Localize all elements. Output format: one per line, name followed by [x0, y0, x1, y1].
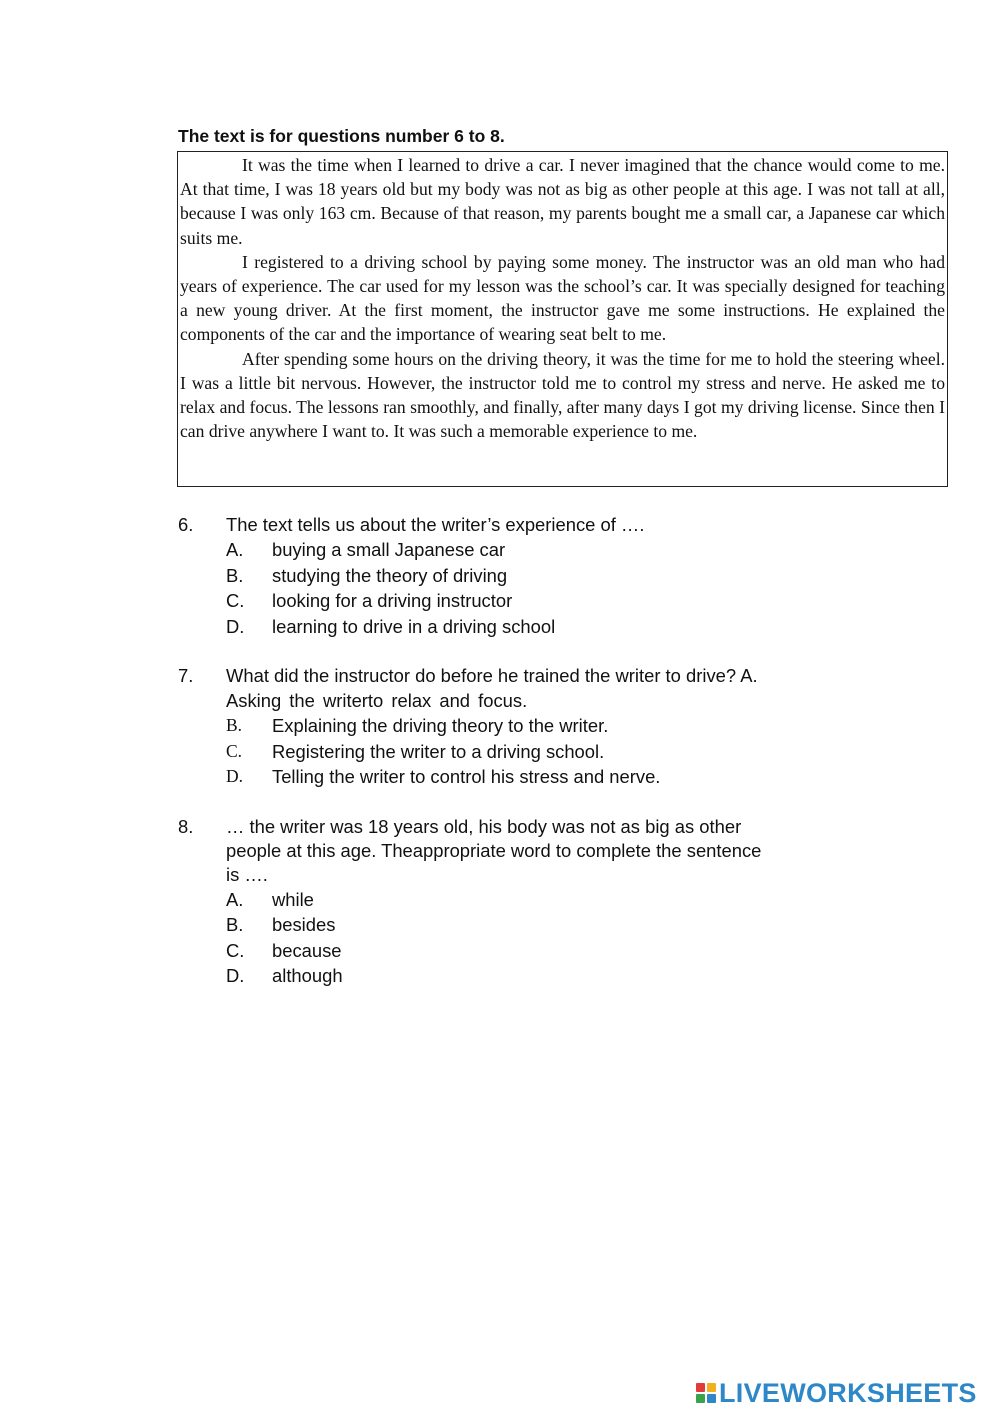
- question-text-line-1: … the writer was 18 years old, his body was not as big as other: [226, 816, 742, 837]
- logo-text: LIVEWORKSHEETS: [719, 1377, 977, 1408]
- logo-square-green: [696, 1394, 705, 1403]
- option-8c[interactable]: [226, 938, 826, 963]
- option-7d[interactable]: [226, 764, 826, 789]
- option-text: Registering the writer to a driving school.: [272, 740, 605, 762]
- option-text: looking for a driving instructor: [272, 590, 513, 611]
- option-letter: A.: [226, 888, 244, 910]
- option-text: buying a small Japanese car: [272, 539, 506, 560]
- option-letter: B.: [226, 564, 244, 586]
- option-text: Telling the writer to control his stress and nerve.: [272, 766, 661, 787]
- option-8a[interactable]: [226, 887, 826, 912]
- reading-passage: [177, 151, 948, 487]
- option-text: although: [272, 965, 343, 986]
- option-6a[interactable]: [226, 537, 826, 562]
- question-number: 8.: [178, 816, 194, 837]
- question-number: 7.: [178, 665, 194, 686]
- question-text-line-3: is ….: [226, 864, 268, 885]
- option-letter: B.: [226, 715, 243, 735]
- option-letter: C.: [226, 939, 245, 961]
- option-text: studying the theory of driving: [272, 564, 508, 586]
- passage-paragraph-1: It was the time when I learned to drive a car. I never imagined that the chance would come to me. At that time, I was 18 years old but my body was not as big as other people at this age. I was not tall at all, because I was only 163 cm. Because of that reason, my parents bought me a small car, a Japanese car which suits me.: [180, 155, 945, 248]
- option-letter: C.: [226, 740, 243, 761]
- question-text-line-1: What did the instructor do before he trained the writer to drive? A.: [226, 665, 758, 686]
- option-text: while: [272, 888, 314, 910]
- question-number: 6.: [178, 514, 194, 535]
- liveworksheets-logo[interactable]: [696, 1377, 977, 1409]
- logo-square-red: [696, 1383, 705, 1392]
- option-text: besides: [272, 914, 336, 935]
- logo-square-blue: [707, 1394, 716, 1403]
- option-6d[interactable]: [226, 614, 826, 639]
- logo-mark-icon: [696, 1383, 716, 1403]
- question-text: The text tells us about the writer’s experience of ….: [226, 514, 645, 535]
- option-text: Explaining the driving theory to the writer.: [272, 715, 609, 736]
- logo-square-yellow: [707, 1383, 716, 1392]
- question-text-line-2: people at this age. Theappropriate word to complete the sentence: [226, 840, 762, 861]
- option-7b[interactable]: [226, 713, 826, 738]
- option-8d[interactable]: [226, 963, 826, 988]
- option-letter: D.: [226, 615, 245, 637]
- section-heading: The text is for questions number 6 to 8.: [178, 126, 505, 146]
- option-6b[interactable]: [226, 563, 826, 588]
- option-8b[interactable]: [226, 912, 826, 937]
- option-text: because: [272, 939, 342, 961]
- passage-paragraph-2: I registered to a driving school by paying some money. The instructor was an old man who had years of experience. The car used for my lesson was the school’s car. It was specially designed for teaching a new young driver. At the first moment, the instructor gave me some instructions. He explained the components of the car and the importance of wearing seat belt to me.: [180, 251, 945, 345]
- option-letter: C.: [226, 590, 245, 611]
- option-letter: A.: [226, 539, 244, 560]
- option-7c[interactable]: [226, 739, 826, 764]
- option-letter: D.: [226, 965, 245, 986]
- option-letter: B.: [226, 914, 244, 935]
- option-letter: D.: [226, 766, 244, 786]
- option-6c[interactable]: [226, 588, 826, 613]
- question-text-line-2: Asking the writerto relax and focus.: [226, 690, 528, 711]
- option-text: learning to drive in a driving school: [272, 615, 556, 637]
- passage-paragraph-3: After spending some hours on the driving theory, it was the time for me to hold the steering wheel. I was a little bit nervous. However, the instructor told me to control my stress and nerve. He asked me to relax and focus. The lessons ran smoothly, and finally, after many days I got my driving license. Since then I can drive anywhere I want to. It was such a memorable experience to me.: [180, 348, 945, 442]
